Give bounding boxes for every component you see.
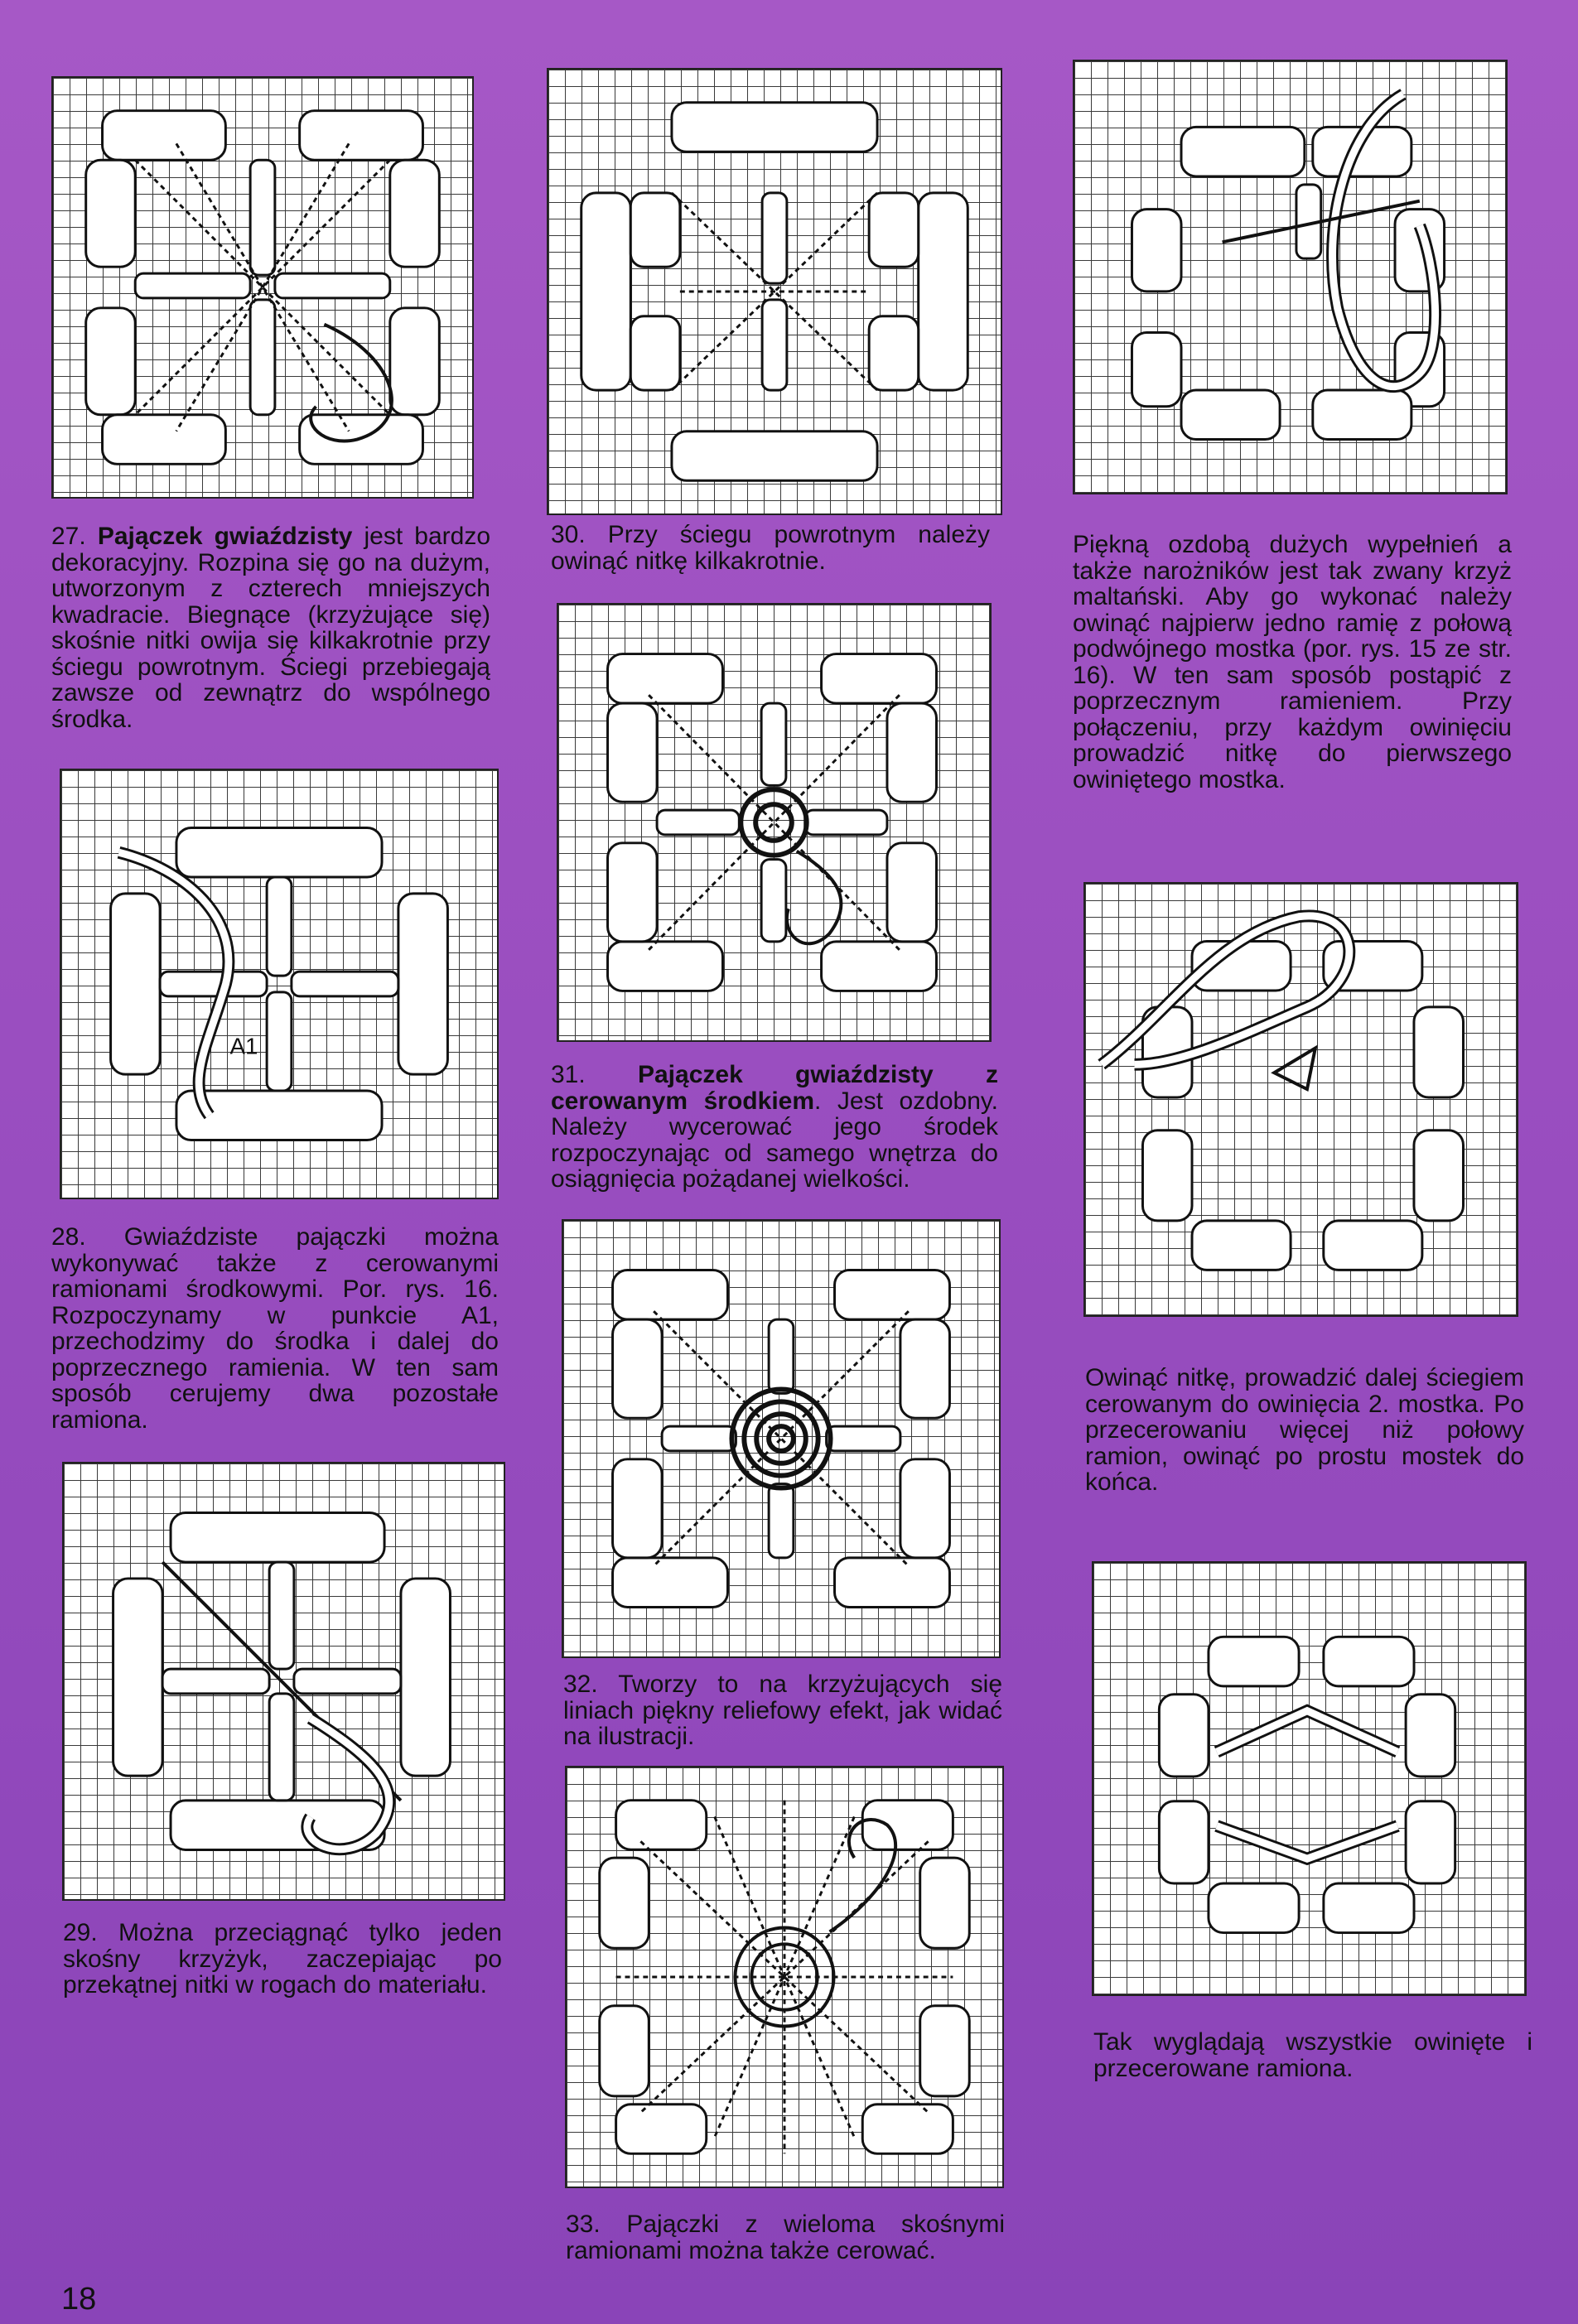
figure-maltese-2 (1083, 882, 1518, 1317)
caption-right-1 (1073, 532, 1512, 793)
figure-maltese-1 (1073, 60, 1508, 494)
caption-27-text: jest bardzo dekoracyjny. Rozpina się go na dużym, utworzonym z czterech mniejszych kwadracie. Biegnące (krzyżujące się) skośnie nitki owija się kilkakrotnie przy ściegu powrotnym. Ściegi przebiegają zawsze od zewnątrz do wspólnego środka. (51, 523, 490, 733)
caption-29 (63, 1920, 502, 1999)
figure-28 (60, 769, 499, 1199)
figure-31 (557, 603, 992, 1042)
page-number: 18 (61, 2282, 97, 2317)
caption-27-title: Pajączek gwiaździsty (97, 523, 353, 550)
maltese-cross-finished-illustration (1093, 1563, 1525, 1994)
caption-29-text: 29. Można przeciągnąć tylko jeden skośny krzyżyk, zaczepiając po przekątnej nitki w rogach do materiału. (63, 1919, 502, 1999)
figure-29 (62, 1462, 505, 1901)
caption-right-2 (1085, 1365, 1524, 1496)
caption-32-text: 32. Tworzy to na krzyżujących się liniach piękny reliefowy efekt, jak widać na ilustracji. (563, 1671, 1002, 1750)
caption-32 (563, 1671, 1002, 1750)
darned-spider-illustration (61, 770, 497, 1198)
figure-33 (565, 1766, 1004, 2188)
caption-31-title: Pajączek gwiaździsty z cerowanym środkiem (551, 1061, 998, 1115)
caption-27-number: 27. (51, 523, 98, 550)
spider-darned-center-illustration (558, 605, 990, 1040)
caption-right-3 (1093, 2029, 1532, 2081)
caption-28-text: 28. Gwiaździste pajączki można wykonywać także z cerowanymi ramionami środkowymi. Por. rys. 16. Rozpoczynamy w punkcie A1, przechodzimy do środka i dalej do poprzecznego ramienia. W ten sam sposób cerujemy dwa pozostałe ramiona. (51, 1223, 499, 1434)
figure-30 (547, 68, 1002, 515)
caption-28 (51, 1224, 499, 1433)
caption-33 (566, 2211, 1005, 2264)
single-diagonal-cross-illustration (64, 1463, 504, 1899)
figure-32 (562, 1219, 1001, 1658)
point-a1-label: A1 (229, 1033, 258, 1059)
multi-arm-spider-illustration (567, 1767, 1002, 2187)
maltese-cross-step1-illustration (1074, 61, 1506, 493)
caption-right-1-text: Piękną ozdobą dużych wypełnień a także narożników jest tak zwany krzyż maltański. Aby go wykonać należy owinąć najpierw jedno ramię z połową podwójnego mostka (por. rys. 15 ze str. 16). W ten sam sposób postąpić z poprzecznym ramieniem. Przy połączeniu, przy każdym owinięciu prowadzić nitkę do pierwszego owiniętego mostka. (1073, 531, 1512, 793)
return-stitch-illustration (548, 70, 1001, 513)
caption-27 (51, 523, 490, 732)
caption-31-text: . Jest ozdobny. Należy wycerować jego środek rozpoczynając od samego wnętrza do osiągnięcia pożądanej wielkości. (551, 1087, 998, 1193)
spider-star-illustration (53, 78, 472, 497)
caption-30-text: 30. Przy ściegu powrotnym należy owinąć nitkę kilkakrotnie. (551, 521, 990, 575)
caption-31-number: 31. (551, 1061, 638, 1088)
caption-31 (551, 1062, 998, 1193)
figure-maltese-3 (1092, 1561, 1527, 1996)
caption-30 (551, 522, 990, 574)
figure-27 (51, 76, 474, 499)
caption-right-3-text: Tak wyglądają wszystkie owinięte i przecerowane ramiona. (1093, 2028, 1532, 2082)
caption-33-text: 33. Pajączki z wieloma skośnymi ramionami można także cerować. (566, 2211, 1005, 2264)
maltese-cross-step2-illustration (1085, 884, 1517, 1315)
relief-effect-illustration (563, 1221, 999, 1656)
caption-right-2-text: Owinąć nitkę, prowadzić dalej ściegiem cerowanym do owinięcia 2. mostka. Po przecerowaniu więcej niż połowy ramion, owinąć po prostu mostek do końca. (1085, 1364, 1524, 1496)
